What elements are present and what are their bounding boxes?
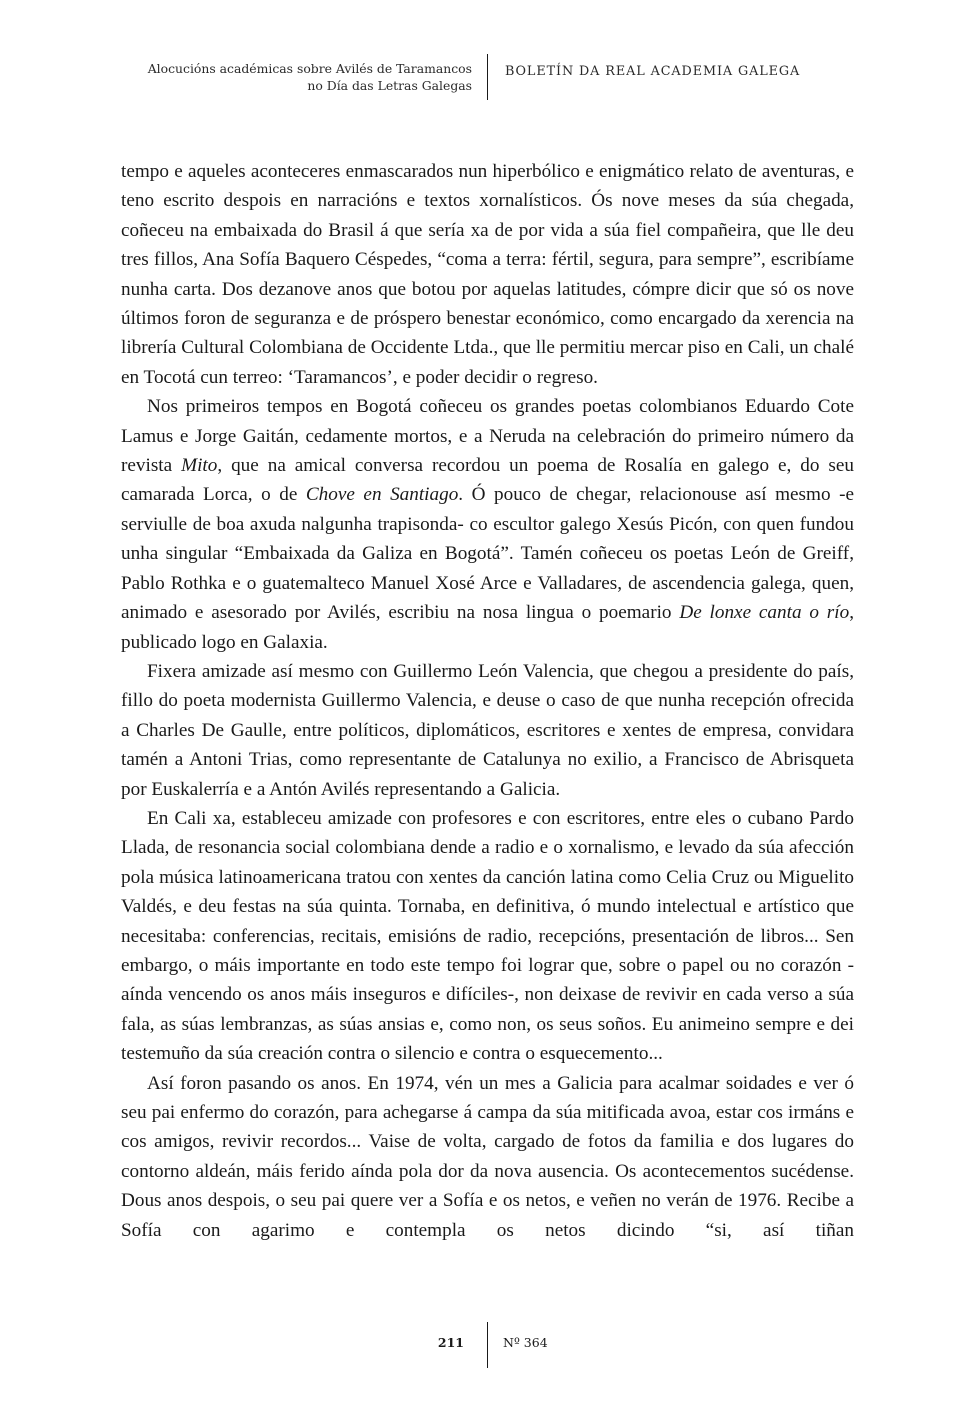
paragraph-2 [121,392,854,657]
paragraph-5: Así foron pasando os anos. En 1974, vén un mes a Galicia para acalmar soidades e ver ó seu pai enfermo do corazón, para achegarse á campa da súa mitificada avoa, estar cos irmáns e cos amigos, revivir recordos... Vaise de volta, cargado de fotos da familia e dos lugares do contorno aldeán, máis ferido aínda pola dor da nova ausencia. Os acontecementos sucédense. Dous anos despois, o seu pai quere ver a Sofía e os netos, e veñen no verán de 1976. Recibe a Sofía con agarimo e contempla os netos dicindo “si, así tiñan [121,1072,854,1241]
paragraph-4: En Cali xa, estableceu amizade con profesores e con escritores, entre eles o cubano Pardo Llada, de resonancia social colombiana dende a radio e o xornalismo, e levado da súa afección pola música latinoamericana tratou con xentes da canción latina como Celia Cruz ou Miguelito Valdés, e deu festas na súa quinta. Tornaba, en definitiva, ó mundo intelectual e artístico que necesitaba: conferencias, recitais, emisións de radio, recepcións, presentación de libros... Sen embargo, o máis importante en todo este tempo foi lograr que, sobre o papel ou no corazón -aínda vencendo os anos máis inseguros e difíciles-, non deixase de revivir en cada verso a súa fala, as súas lembranzas, as súas ansias e, como non, os seus soños. Eu animeino sempre e dei testemuño da súa creación contra o silencio e contra o esquecemento... [121,807,854,1065]
paragraph-2-text-a: Nos primeiros tempos en Bogotá coñeceu os grandes poetas colombianos Eduardo Cote Lamus e Jorge Gaitán, cedamente mortos, e a Neruda na celebración do primeiro número da revista [121,396,854,477]
body-text [121,157,854,1245]
journal-title: BOLETÍN DA REAL ACADEMIA GALEGA [505,64,801,79]
footer-divider [487,1322,488,1368]
paragraph-3: Fixera amizade así mesmo con Guillermo León Valencia, que chegou a presidente do país, fillo do poeta modernista Guillermo Valencia, e deuse o caso de que nunha recepción ofrecida a Charles De Gaulle, entre políticos, diplomáticos, escritores e xentes de empresa, convidara tamén a Antoni Trias, como representante de Catalunya no exilio, a Francisco de Abrisqueta por Euskalerría e a Antón Avilés representando a Galicia. [121,660,854,800]
title-de-lonxe-canta-o-rio: De lonxe canta o río [679,602,850,624]
title-mito: Mito [181,455,218,477]
title-chove-en-santiago: Chove en Santiago [305,484,459,506]
paragraph-2-text-b: , que na amical conversa recordou un poema de Rosalía en galego e, do seu camarada Lorca, o de [121,455,854,506]
paragraph-2-text-c: . Ó pouco de chegar, relacionouse así mesmo -e serviulle de boa axuda nalgunha trapisonda- co escultor galego Xesús Picón, con quen fundou unha singular “Embaixada da Galiza en Bogotá”. Tamén coñeceu os poetas León de Greiff, Pablo Rothka e o guatemalteco Manuel Xosé Arce e Valladares, de ascendencia galega, quen, animado e asesorado por Avilés, escribiu na nosa lingua o poemario [121,484,854,624]
issue-number: Nº 364 [503,1335,548,1350]
paragraph-1: tempo e aqueles aconteceres enmascarados nun hiperbólico e enigmático relato de aventuras, e teno escrito despois en narracións e textos xornalísticos. Ós nove meses da súa chegada, coñeceu na embaixada do Brasil á que sería xa de por vida a súa fiel compañeira, que lle deu tres fillos, Ana Sofía Baquero Céspedes, “coma a terra: fértil, segura, para sempre”, escribíame nunha carta. Dos dezanove anos que botou por aquelas latitudes, cómpre dicir que só os nove últimos foron de seguranza e de próspero benestar económico, como encargado da xerencia na librería Cultural Colombiana de Occidente Ltda., que lle permitiu mercar piso en Cali, un chalé en Tocotá cun terreo: ‘Taramancos’, e poder decidir o regreso. [121,161,854,388]
running-header-title [72,60,472,94]
page-number: 211 [437,1335,464,1350]
running-header-line-2: no Día das Letras Galegas [307,78,472,93]
header-divider [487,54,488,100]
running-header-line-1: Alocucións académicas sobre Avilés de Taramancos [147,61,472,76]
paragraph-2-text-d: , publicado logo en Galaxia. [121,602,854,653]
